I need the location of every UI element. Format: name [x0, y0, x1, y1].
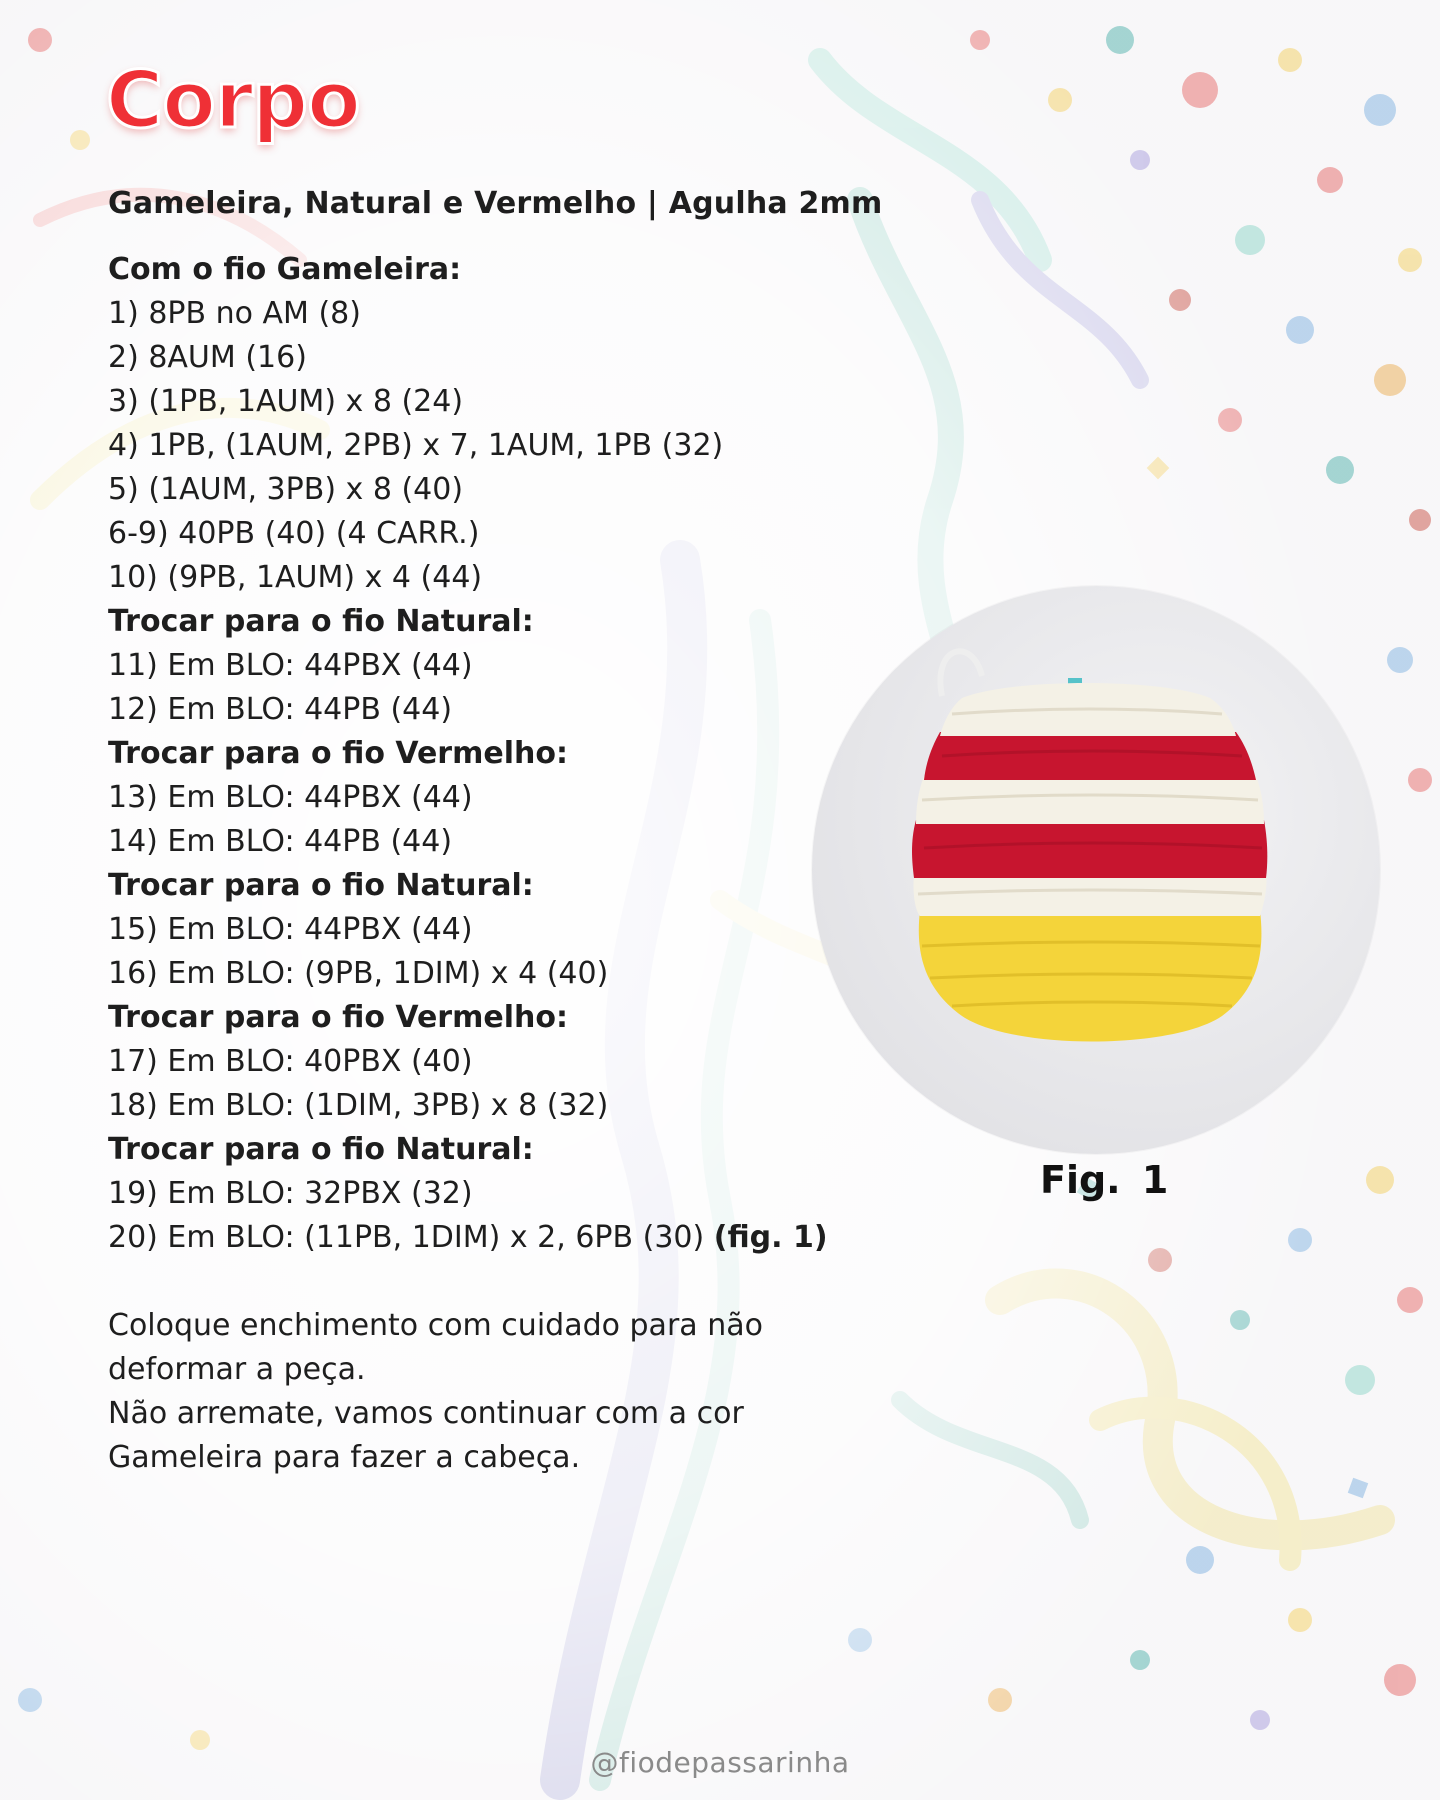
step-text: Trocar para o fio Natural: — [108, 868, 534, 903]
step-text: 11) Em BLO: 44PBX (44) — [108, 648, 473, 683]
pattern-step — [108, 336, 908, 380]
pattern-step — [108, 952, 908, 996]
step-text: Trocar para o fio Natural: — [108, 604, 534, 639]
step-text: Trocar para o fio Natural: — [108, 1132, 534, 1167]
pattern-step — [108, 820, 908, 864]
step-text: 3) (1PB, 1AUM) x 8 (24) — [108, 384, 464, 419]
pattern-step — [108, 688, 908, 732]
pattern-step — [108, 1040, 908, 1084]
pattern-step — [108, 1216, 908, 1260]
step-text: 20) Em BLO: (11PB, 1DIM) x 2, 6PB (30) — [108, 1220, 714, 1255]
step-text: 4) 1PB, (1AUM, 2PB) x 7, 1AUM, 1PB (32) — [108, 428, 724, 463]
step-heading — [108, 864, 908, 908]
pattern-step — [108, 556, 908, 600]
page-title: Corpo — [106, 56, 360, 146]
note-continue: Não arremate, vamos continuar com a cor Gameleira para fazer a cabeça. — [108, 1396, 744, 1475]
step-text: 10) (9PB, 1AUM) x 4 (44) — [108, 560, 483, 595]
step-text: 13) Em BLO: 44PBX (44) — [108, 780, 473, 815]
pattern-steps-list — [108, 248, 908, 1260]
step-text: 1) 8PB no AM (8) — [108, 296, 361, 331]
pattern-step — [108, 380, 908, 424]
step-text: 14) Em BLO: 44PB (44) — [108, 824, 453, 859]
crochet-piece — [912, 683, 1267, 1042]
pattern-step — [108, 1172, 908, 1216]
pattern-step — [108, 468, 908, 512]
step-text: Trocar para o fio Vermelho: — [108, 736, 568, 771]
author-handle: @fiodepassarinha — [590, 1746, 850, 1779]
figure-photo — [812, 586, 1380, 1154]
step-text: 19) Em BLO: 32PBX (32) — [108, 1176, 473, 1211]
pattern-step — [108, 644, 908, 688]
pattern-step — [108, 424, 908, 468]
step-heading — [108, 732, 908, 776]
step-text: Com o fio Gameleira: — [108, 252, 462, 287]
figure-reference: (fig. 1) — [713, 1220, 828, 1255]
figure-caption: Fig. 1 — [1040, 1158, 1169, 1202]
step-text: 15) Em BLO: 44PBX (44) — [108, 912, 473, 947]
crochet-body-illustration — [812, 586, 1380, 1154]
step-text: Trocar para o fio Vermelho: — [108, 1000, 568, 1035]
materials-subtitle: Gameleira, Natural e Vermelho | Agulha 2mm — [108, 186, 883, 221]
note-stuffing: Coloque enchimento com cuidado para não deformar a peça. — [108, 1308, 763, 1387]
pattern-step — [108, 292, 908, 336]
step-text: 2) 8AUM (16) — [108, 340, 307, 375]
step-heading — [108, 600, 908, 644]
step-text: 17) Em BLO: 40PBX (40) — [108, 1044, 473, 1079]
instructions-notes — [108, 1304, 908, 1480]
step-text: 12) Em BLO: 44PB (44) — [108, 692, 453, 727]
step-heading — [108, 1128, 908, 1172]
step-heading — [108, 996, 908, 1040]
step-text: 5) (1AUM, 3PB) x 8 (40) — [108, 472, 464, 507]
pattern-step — [108, 908, 908, 952]
pattern-step — [108, 776, 908, 820]
step-heading — [108, 248, 908, 292]
step-text: 6-9) 40PB (40) (4 CARR.) — [108, 516, 480, 551]
step-text: 18) Em BLO: (1DIM, 3PB) x 8 (32) — [108, 1088, 609, 1123]
pattern-step — [108, 1084, 908, 1128]
pattern-step — [108, 512, 908, 556]
step-text: 16) Em BLO: (9PB, 1DIM) x 4 (40) — [108, 956, 609, 991]
